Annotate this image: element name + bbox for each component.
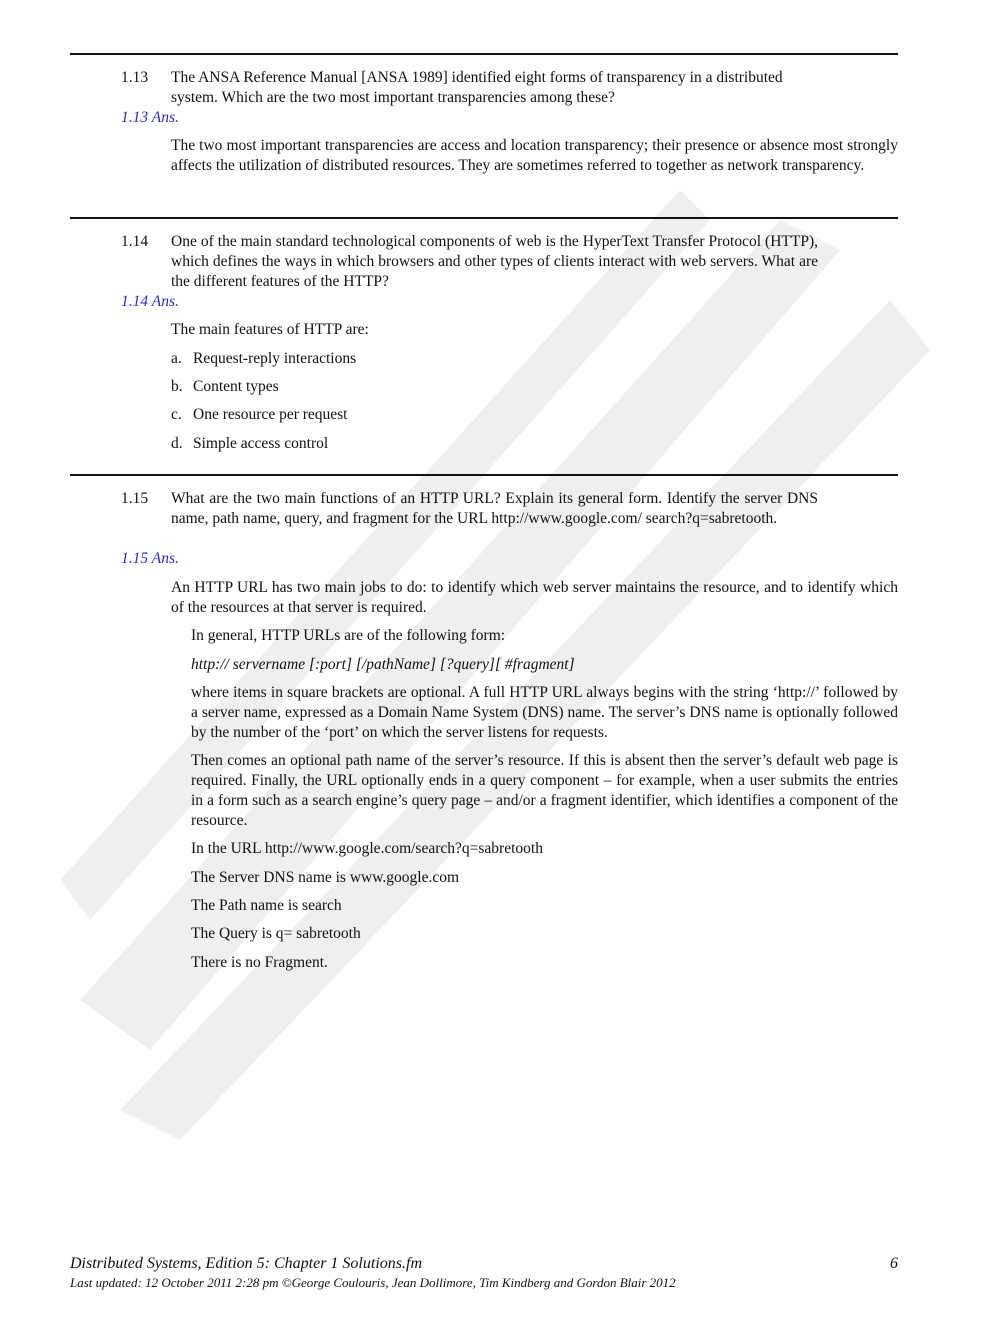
example-url-line: In the URL http://www.google.com/search?q=sabretooth bbox=[191, 840, 543, 857]
list-item-label: a. bbox=[171, 350, 182, 367]
question-text bbox=[171, 68, 818, 108]
footer-updated: Last updated: 12 October 2011 2:28 pm ©George Coulouris, Jean Dollimore, Tim Kindberg and Gordon Blair 2012 bbox=[70, 1275, 676, 1290]
list-item-text: Simple access control bbox=[193, 435, 329, 452]
answer-intro: The main features of HTTP are: bbox=[171, 321, 369, 338]
list-item-label: c. bbox=[171, 406, 182, 423]
list-item bbox=[171, 434, 328, 454]
server-dns-line: The Server DNS name is www.google.com bbox=[191, 869, 460, 886]
answer-text: The two most important transparencies are access and location transparency; their presence or absence most strongly affects the utilization of distributed resources. They are sometimes referred to together as network transparency. bbox=[171, 137, 898, 174]
explanation-paragraph: where items in square brackets are optional. A full HTTP URL always begins with the string ‘http://’ followed by a server name, expressed as a Domain Name System (DNS) name. The server’s DNS name is optionally followed by the number of the ‘port’ on which the server listens for requests. bbox=[191, 684, 898, 741]
url-general-form: http:// servername [:port] [/pathName] [?query][ #fragment] bbox=[191, 656, 575, 673]
list-item-text: Content types bbox=[193, 378, 279, 395]
section-divider bbox=[70, 53, 898, 55]
answer-label: 1.15 Ans. bbox=[121, 550, 179, 567]
question-line: system. Which are the two most important transparencies among these? bbox=[171, 89, 615, 106]
question-number: 1.13 bbox=[121, 69, 149, 86]
answer-label: 1.14 Ans. bbox=[121, 293, 179, 310]
explanation-paragraph: Then comes an optional path name of the server’s resource. If this is absent then the server’s default web page is required. Finally, the URL optionally ends in a query component – for example, when a user submits the entries in a form such as a search engine’s query page – and/or a fragment identifier, which identifies a component of the resource. bbox=[191, 752, 898, 829]
list-item-label: b. bbox=[171, 378, 183, 395]
list-item-label: d. bbox=[171, 435, 183, 452]
section-divider bbox=[70, 217, 898, 219]
list-item bbox=[171, 377, 279, 397]
question-text: What are the two main functions of an HTTP URL? Explain its general form. Identify the server DNS name, path name, query, and fragment for the URL http://www.google.com/ search?q=sabretooth. bbox=[171, 490, 818, 527]
question-number: 1.15 bbox=[121, 490, 149, 507]
list-item-text: Request-reply interactions bbox=[193, 350, 357, 367]
question-text: One of the main standard technological components of web is the HyperText Transfer Protocol (HTTP), which defines the ways in which browsers and other types of clients interact with web servers. What are the different features of the HTTP? bbox=[171, 233, 818, 290]
list-item bbox=[171, 349, 356, 369]
answer-intro: An HTTP URL has two main jobs to do: to identify which web server maintains the resource, and to identify which of the resources at that server is required. bbox=[171, 579, 898, 616]
page-number: 6 bbox=[890, 1255, 898, 1272]
query-line: The Query is q= sabretooth bbox=[191, 925, 361, 942]
section-divider bbox=[70, 474, 898, 476]
general-form-intro: In general, HTTP URLs are of the following form: bbox=[191, 627, 506, 644]
question-number: 1.14 bbox=[121, 233, 149, 250]
answer-label: 1.13 Ans. bbox=[121, 109, 179, 126]
question-line: The ANSA Reference Manual [ANSA 1989] identified eight forms of transparency in a distributed bbox=[171, 69, 783, 86]
list-item bbox=[171, 405, 348, 425]
list-item-text: One resource per request bbox=[193, 406, 348, 423]
footer-title: Distributed Systems, Edition 5: Chapter 1 Solutions.fm bbox=[70, 1255, 422, 1272]
fragment-line: There is no Fragment. bbox=[191, 954, 328, 971]
path-name-line: The Path name is search bbox=[191, 897, 342, 914]
